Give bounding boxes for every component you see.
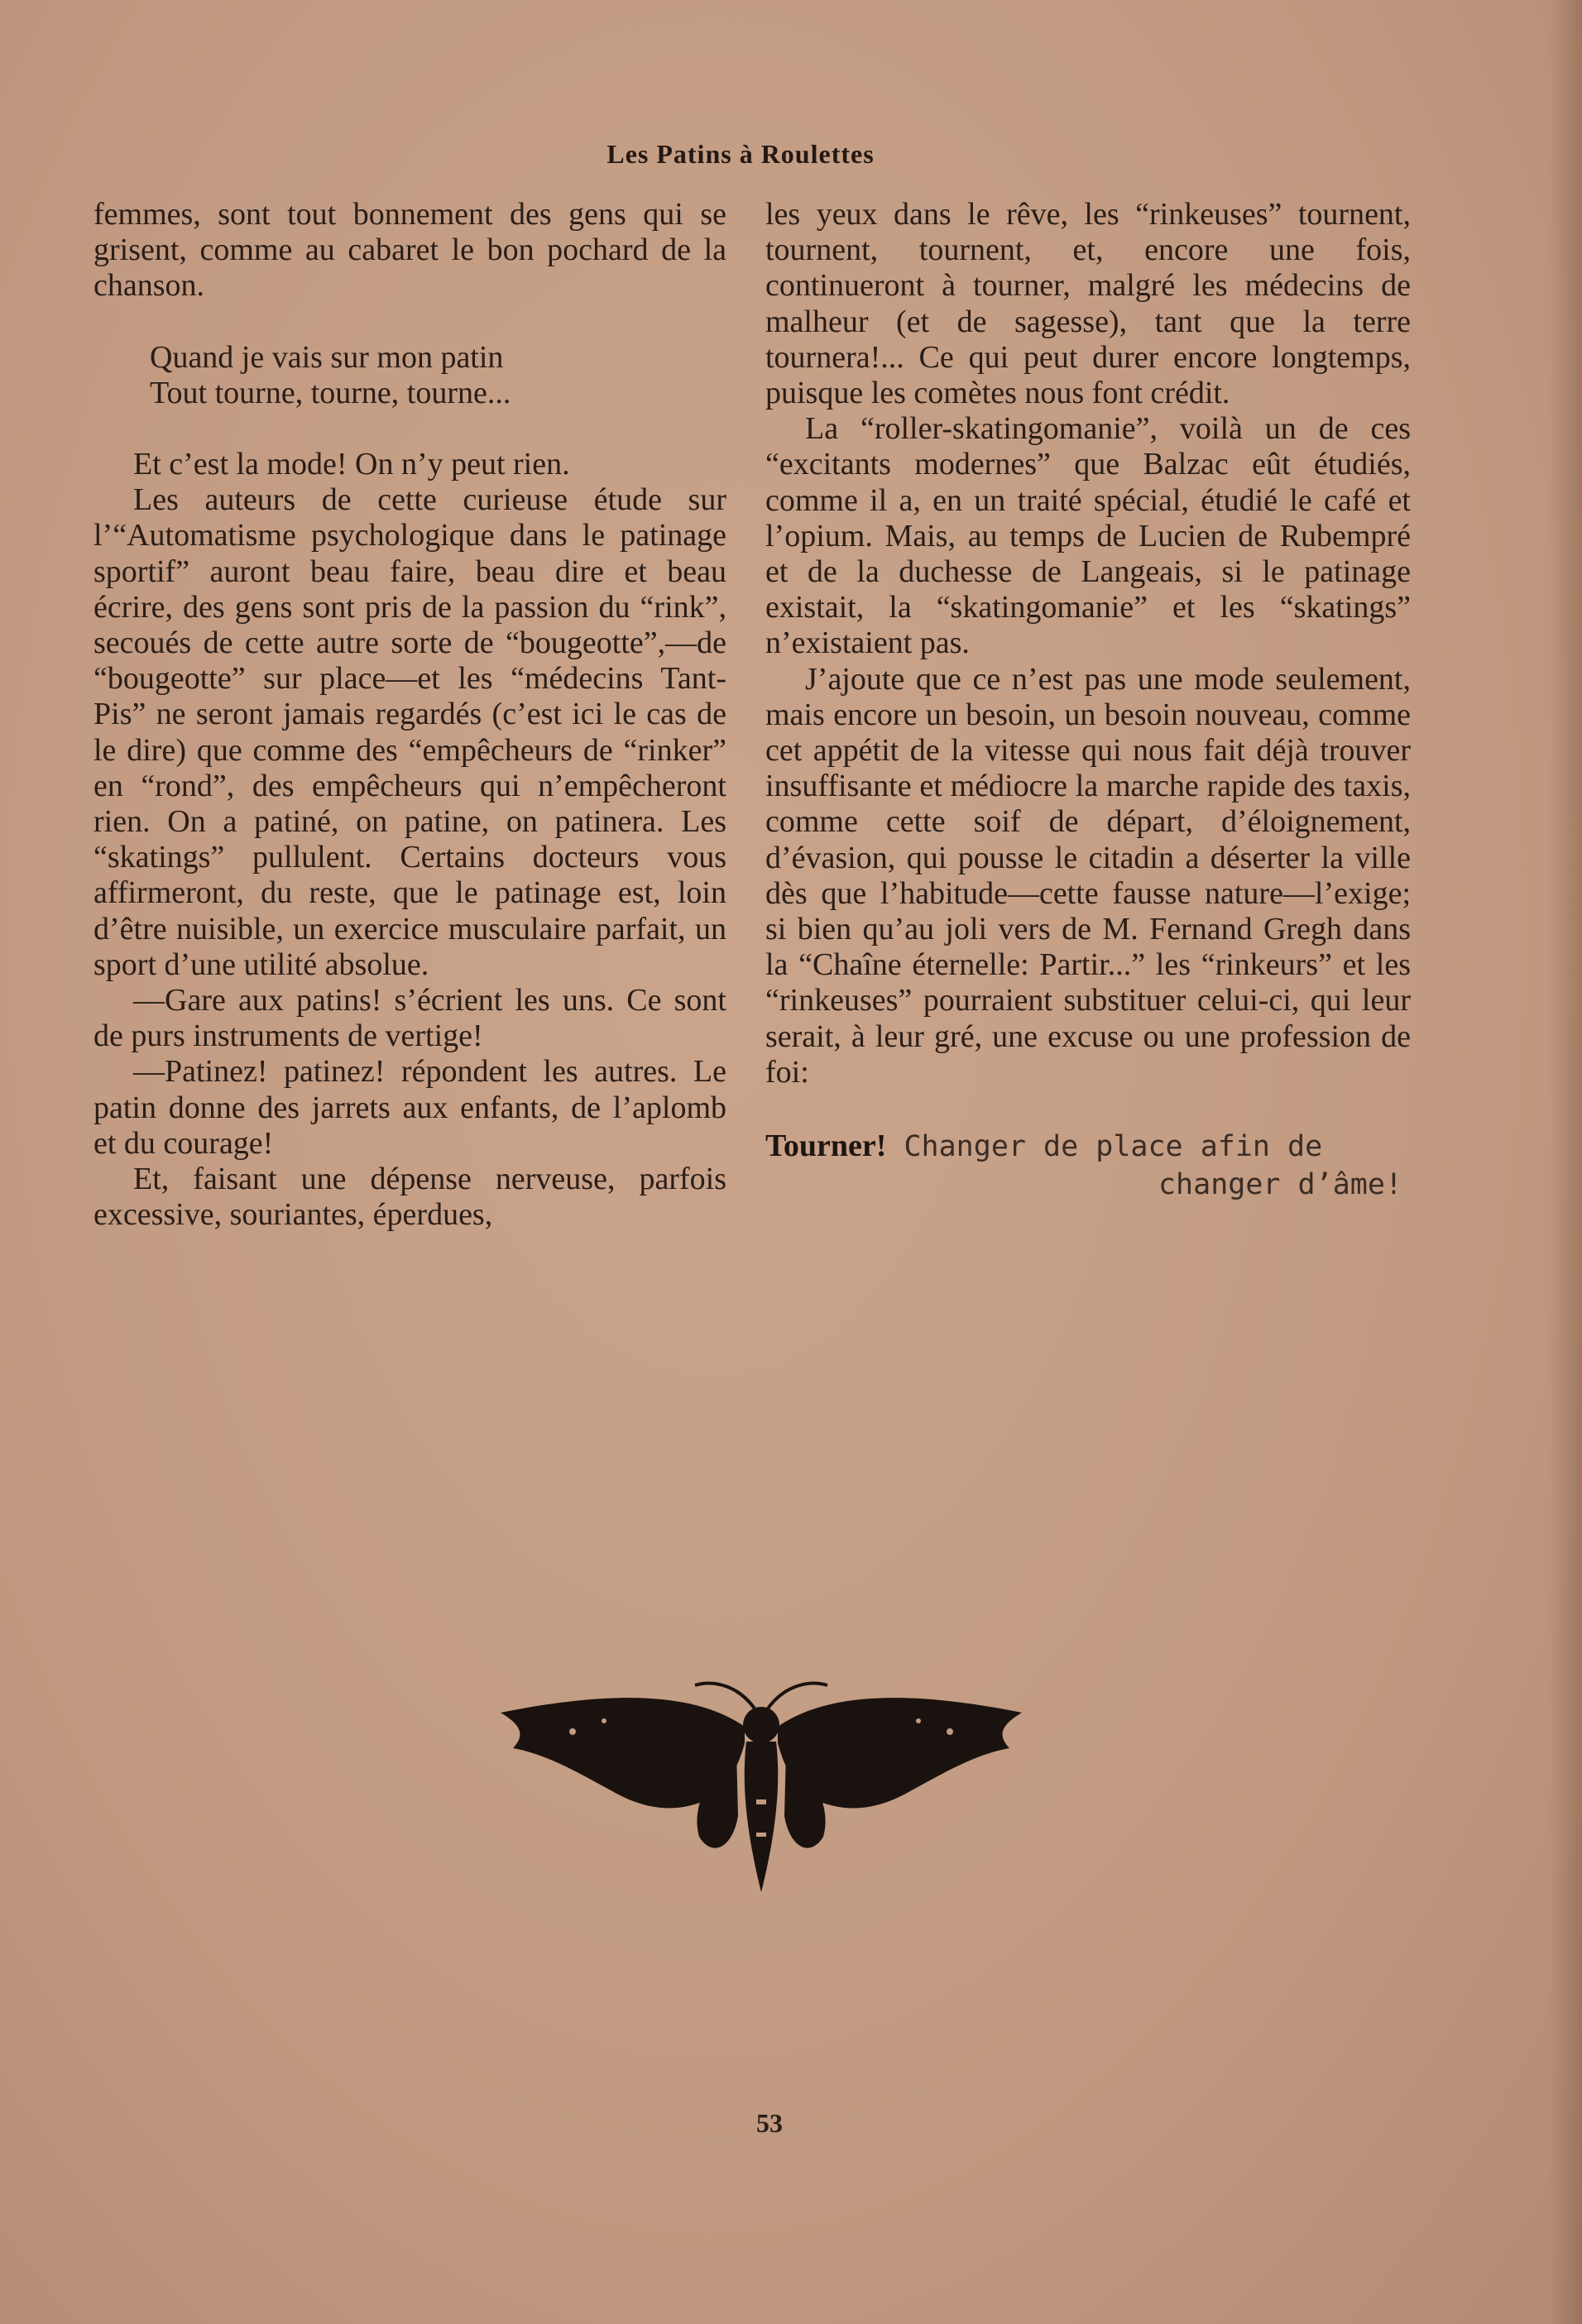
page-edge-shadow [1549,0,1582,2324]
closing-quote-end: changer d’âme! [1158,1168,1402,1202]
closing-quote [765,1127,1411,1204]
closing-quote-bold: Tourner! [765,1128,887,1164]
paragraph: J’ajoute que ce n’est pas une mode seulement, mais encore un besoin, un besoin nouveau, comme cet appétit de la vitesse qui nous fait déjà trouver insuffisante et médiocre la marche rapide des taxis, comme cette soif de départ, d’éloignement, d’évasion, qui pousse le citadin a déserter la ville dès que l’habitude—cette fausse nature—l’exige; si bien qu’au joli vers de M. Fernand Gregh dans la “Chaîne éternelle: Partir...” les “rinkeurs” et les “rinkeuses” pourraient substituer celui-ci, qui leur serait, à leur gré, une excuse ou une profession de foi: [765,661,1411,1090]
paragraph: —Gare aux patins! s’écrient les uns. Ce sont de purs instruments de vertige! [93,983,726,1054]
paragraph: les yeux dans le rêve, les “rinkeuses” tournent, tournent, tournent, et, encore une fois, continueront à tourner, malgré les médecins de malheur (et de sagesse), tant que la terre tournera!... Ce qui peut durer encore longtemps, puisque les comètes nous font crédit. [765,197,1411,411]
verse-line: Tout tourne, tourne, tourne... [150,375,511,410]
verse-quote [93,340,726,411]
paragraph: femmes, sont tout bonnement des gens qui se grisent, comme au cabaret le bon pochard de la chanson. [93,197,726,304]
paragraph: Et, faisant une dépense nerveuse, parfois excessive, souriantes, éperdues, [93,1162,726,1233]
paragraph: La “roller-skatingomanie”, voilà un de ces “excitants modernes” que Balzac eût étudiés, comme il a, en un traité spécial, étudié le café et l’opium. Mais, au temps de Lucien de Rubempré et de la duchesse de Langeais, si le patinage existait, la “skatingomanie” et les “skatings” n’existaient pas. [765,411,1411,661]
page-number: 53 [756,2108,783,2138]
paragraph: Les auteurs de cette curieuse étude sur l’“Automatisme psychologique dans le patinage sportif” auront beau faire, beau dire et beau écrire, des gens sont pris de la passion du “rink”, secoués de cette autre sorte de “bougeotte”,—de “bougeotte” sur place—et les “médecins Tant-Pis” ne seront jamais regardés (c’est ici le cas de le dire) que comme des “empêcheurs de “rinker” en “rond”, des empêcheurs qui n’empêcheront rien. On a patiné, on patine, on patinera. Les “skatings” pullulent. Certains docteurs vous affirmeront, du reste, que le patinage est, loin d’être nuisible, un exercice musculaire parfait, un sport d’une utilité absolue. [93,482,726,982]
closing-quote-text: Changer de place afin de [904,1130,1323,1164]
running-header: Les Patins à Roulettes [606,139,875,169]
left-column [93,197,726,1233]
moth-icon [496,1675,1026,1899]
paragraph: Et c’est la mode! On n’y peut rien. [133,447,570,482]
right-column [765,197,1411,1204]
verse-line: Quand je vais sur mon patin [150,339,504,375]
paragraph: —Patinez! patinez! répondent les autres. Le patin donne des jarrets aux enfants, de l’aplomb et du courage! [93,1054,726,1161]
